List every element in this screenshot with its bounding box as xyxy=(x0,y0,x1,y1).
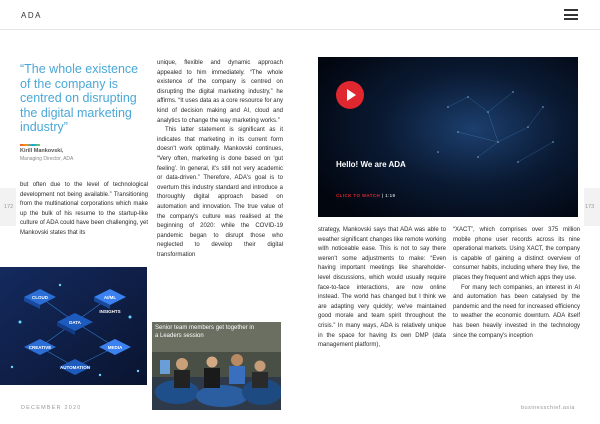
article-column-4 xyxy=(453,226,580,341)
illustration-label: CREATIVE xyxy=(28,345,52,350)
isometric-illustration xyxy=(0,267,147,385)
page-number-right: 173 xyxy=(585,204,595,210)
illustration-label: AI/ML xyxy=(103,295,117,300)
paragraph: unique, flexible and dynamic approach appealed to him immediately. “The whole existence of the company is centred on disrupting the digital marketing industry,” he affirms. “It uses data as a core resource for any kind of decision making and AI, cloud and analytics to change the way marketing works.” xyxy=(157,60,283,124)
quote-author: Kirill Mankovski, xyxy=(20,148,64,154)
pull-quote: “The whole existence of the company is centred on disrupting the digital marketing industry” xyxy=(20,62,139,134)
menu-icon[interactable] xyxy=(564,9,578,20)
illustration-label: AUTOMATION xyxy=(59,365,91,370)
illustration-label: INSIGHTS xyxy=(99,309,121,314)
video-player[interactable] xyxy=(318,57,578,217)
paragraph: For many tech companies, an interest in AI and automation has been catalysed by the pandemic and the need for increased efficiency to weather the economic downturn. ADA itself has been heavily invested in the technology since the company's inception xyxy=(453,284,580,339)
paragraph: “XACT”, which comprises over 375 million mobile phone user records across its nine operational markets. Using XACT, the company is capable of gaining a distinct overview of consumer habits, including where they live, the places they frequent and which apps they use. xyxy=(453,227,580,281)
article-column-1 xyxy=(20,181,148,239)
footer-date: DECEMBER 2020 xyxy=(21,405,82,411)
watch-separator: | xyxy=(381,193,384,198)
watch-link[interactable] xyxy=(336,193,395,198)
top-bar xyxy=(0,0,600,30)
video-title: Hello! We are ADA xyxy=(336,160,406,169)
play-icon xyxy=(347,89,356,101)
illustration-label: CLOUD xyxy=(32,295,48,300)
paragraph: but often due to the level of technological development not being available.” Transitioning from the multinational corporations which make up the bulk of his resume to the startup-like culture of ADA could have been challenging, yet Mankovski states that its xyxy=(20,182,148,236)
paragraph: This latter statement is significant as it indicates that marketing in its current form doesn't work optimally. Mankovski continues, “Very often, marketing is done based on ‘gut feeling’. In general, it's still not very academic or data-driven.” Therefore, ADA's goal is to overturn this industry standard and introduce a thoroughly digital approach based on automation and innovation. The true value of the company's culture was realised at the beginning of 2020: while the COVID-19 pandemic began to disrupt those who neglected to develop their digital transformation xyxy=(157,127,283,258)
watch-label: CLICK TO WATCH xyxy=(336,193,381,198)
quote-divider xyxy=(20,144,40,146)
quote-author-role: Managing Director, ADA xyxy=(20,156,74,162)
article-column-2 xyxy=(157,59,283,260)
page-number-left: 172 xyxy=(4,204,14,210)
brand-name: ADA xyxy=(21,11,42,20)
video-duration: 1:19 xyxy=(385,193,396,198)
article-column-3 xyxy=(318,226,446,351)
play-button[interactable] xyxy=(336,81,364,109)
illustration-label: DATA xyxy=(69,320,81,325)
illustration-label: MEDIA xyxy=(107,345,123,350)
team-photo xyxy=(152,322,281,410)
photo-caption: Senior team members get together in a Leaders session xyxy=(155,325,255,339)
footer-site[interactable]: businesschief.asia xyxy=(521,405,575,411)
paragraph: strategy, Mankovski says that ADA was able to weather significant changes like remote working with noticeable ease. This is not to say there weren't some adjustments to make: “Even having important meetings like shareholder-level discussions, which would usually require face-to-face interactions, are now online instead. The world has changed but I think we are adapting very quickly; we've maintained good morale and team spirit throughout the crisis.” In many ways, ADA is relatively unique in the space for having its own DMP (data management platform), xyxy=(318,227,446,349)
